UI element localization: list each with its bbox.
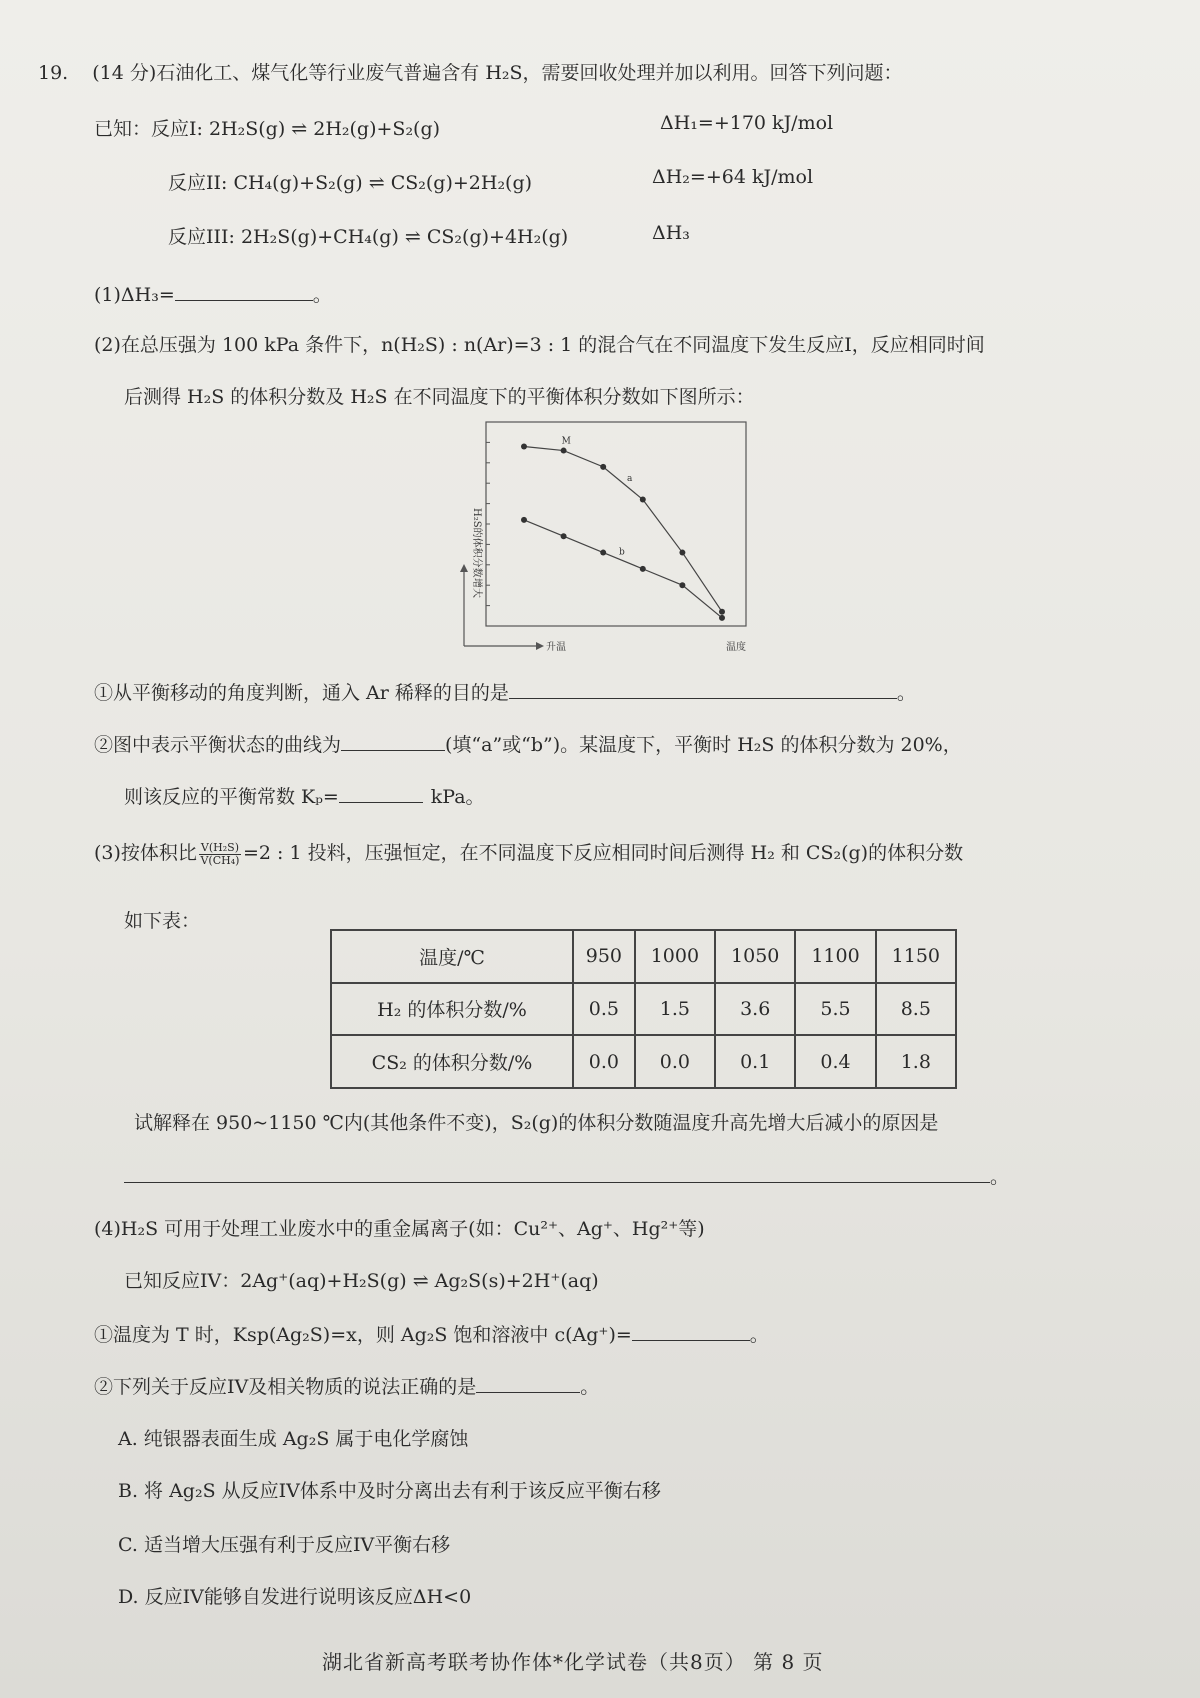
part-3-explain-blank-row bbox=[124, 1162, 1009, 1189]
part-4-q2 bbox=[94, 1372, 599, 1399]
part-2-line-1: (2)在总压强为 100 kPa 条件下，n(H₂S) : n(Ar)=3 : 1 的混合气在不同温度下发生反应I，反应相同时间 bbox=[94, 334, 985, 356]
table-cell: 1100 bbox=[795, 930, 875, 983]
series-line-a bbox=[524, 446, 722, 611]
option-c: C. 适当增大压强有利于反应IV平衡右移 bbox=[118, 1534, 451, 1556]
part-2-kp-unit: kPa。 bbox=[430, 786, 485, 808]
answer-blank-curve[interactable] bbox=[341, 732, 445, 751]
part-2-kp-text: 则该反应的平衡常数 Kₚ= bbox=[124, 786, 339, 808]
series-point-a bbox=[521, 443, 527, 449]
part-3-text-a: (3)按体积比 bbox=[94, 842, 197, 864]
part-4-line-1: (4)H₂S 可用于处理工业废水中的重金属离子(如：Cu²⁺、Ag⁺、Hg²⁺等) bbox=[94, 1218, 705, 1240]
reaction-1-enthalpy: ΔH₁=+170 kJ/mol bbox=[660, 112, 834, 134]
y-axis-label-2: 增大 bbox=[471, 578, 482, 598]
part-2-q2 bbox=[94, 730, 962, 757]
part-2-q1 bbox=[94, 678, 916, 705]
part-3-line-2: 如下表： bbox=[124, 910, 201, 932]
part-4-q1-end: 。 bbox=[749, 1324, 769, 1346]
answer-blank-ag-concentration[interactable] bbox=[632, 1322, 750, 1341]
fraction-denominator: V(CH₄) bbox=[200, 853, 240, 867]
reaction-1-row bbox=[94, 114, 440, 141]
table-cell: 1.5 bbox=[635, 983, 715, 1036]
fraction-numerator: V(H₂S) bbox=[200, 840, 239, 854]
y-axis-label: H₂S的体积分数 bbox=[471, 508, 482, 578]
part-4-q2-end: 。 bbox=[580, 1376, 600, 1398]
table-row bbox=[331, 983, 956, 1036]
series-point-a bbox=[719, 609, 725, 615]
table-cell: 0.4 bbox=[795, 1035, 875, 1088]
page-footer: 湖北省新高考联考协作体*化学试卷（共8页） 第 8 页 bbox=[322, 1650, 824, 1674]
series-point-b bbox=[600, 550, 606, 556]
option-b: B. 将 Ag₂S 从反应IV体系中及时分离出去有利于该反应平衡右移 bbox=[118, 1480, 661, 1502]
part-1-end: 。 bbox=[312, 284, 332, 306]
answer-blank-ar-purpose[interactable] bbox=[509, 680, 897, 699]
table-row bbox=[331, 930, 956, 983]
x-arrow-head bbox=[536, 642, 544, 650]
x-axis-label: 升温 bbox=[546, 642, 566, 653]
x-axis-label-2: 温度 bbox=[726, 642, 746, 653]
answer-blank-dh3[interactable] bbox=[175, 282, 313, 301]
table-cell: CS₂ 的体积分数/% bbox=[331, 1035, 573, 1088]
part-3-text-b: =2 : 1 投料，压强恒定，在不同温度下反应相同时间后测得 H₂ 和 CS₂(g)的体积分数 bbox=[243, 842, 964, 864]
table-cell: 0.1 bbox=[715, 1035, 795, 1088]
table-cell: 1000 bbox=[635, 930, 715, 983]
part-2-q2-kp bbox=[124, 782, 485, 809]
option-d: D. 反应IV能够自发进行说明该反应ΔH<0 bbox=[118, 1586, 472, 1608]
series-point-b bbox=[719, 615, 725, 621]
part-1 bbox=[94, 280, 332, 307]
part-2-line-2: 后测得 H₂S 的体积分数及 H₂S 在不同温度下的平衡体积分数如下图所示： bbox=[124, 386, 755, 408]
table-cell: 950 bbox=[573, 930, 635, 983]
part-2-q1-text: ①从平衡移动的角度判断，通入 Ar 稀释的目的是 bbox=[94, 682, 509, 704]
answer-blank-kp[interactable] bbox=[339, 784, 423, 803]
series-point-b bbox=[521, 517, 527, 523]
temperature-data-table bbox=[330, 929, 957, 1089]
part-4-q1 bbox=[94, 1320, 769, 1347]
part-1-label: (1)ΔH₃= bbox=[94, 284, 175, 306]
table-cell: 3.6 bbox=[715, 983, 795, 1036]
series-point-a bbox=[640, 497, 646, 503]
table-cell: 1050 bbox=[715, 930, 795, 983]
volume-ratio-fraction bbox=[199, 842, 241, 867]
reaction-1: 反应I: 2H₂S(g) ⇌ 2H₂(g)+S₂(g) bbox=[151, 118, 441, 140]
table-cell: 0.5 bbox=[573, 983, 635, 1036]
table-cell: 1150 bbox=[876, 930, 956, 983]
part-2-q2-text-b: (填“a”或“b”)。某温度下，平衡时 H₂S 的体积分数为 20%， bbox=[445, 734, 962, 756]
series-point-a bbox=[561, 448, 567, 454]
question-number: 19. bbox=[38, 62, 69, 84]
part-3-explain-end: 。 bbox=[990, 1166, 1010, 1188]
series-point-b bbox=[561, 533, 567, 539]
question-intro: (14 分)石油化工、煤气化等行业废气普遍含有 H₂S，需要回收处理并加以利用。回答下列问题： bbox=[92, 62, 903, 84]
part-2-q1-end: 。 bbox=[896, 682, 916, 704]
question-header bbox=[38, 58, 903, 85]
table-cell: 0.0 bbox=[573, 1035, 635, 1088]
label-b: b bbox=[619, 547, 625, 558]
reaction-3-enthalpy: ΔH₃ bbox=[652, 222, 690, 244]
table-cell: 5.5 bbox=[795, 983, 875, 1036]
part-4-q2-text: ②下列关于反应IV及相关物质的说法正确的是 bbox=[94, 1376, 477, 1398]
label-a: a bbox=[627, 474, 633, 485]
part-3-explain: 试解释在 950~1150 ℃内(其他条件不变)，S₂(g)的体积分数随温度升高先增大后减小的原因是 bbox=[134, 1112, 939, 1134]
part-4-q1-text: ①温度为 T 时，Ksp(Ag₂S)=x，则 Ag₂S 饱和溶液中 c(Ag⁺)= bbox=[94, 1324, 632, 1346]
part-4-line-2: 已知反应IV：2Ag⁺(aq)+H₂S(g) ⇌ Ag₂S(s)+2H⁺(aq) bbox=[124, 1270, 599, 1292]
series-point-b bbox=[640, 566, 646, 572]
table-cell: 0.0 bbox=[635, 1035, 715, 1088]
known-label: 已知： bbox=[94, 118, 152, 140]
table-cell: 温度/℃ bbox=[331, 930, 573, 983]
y-arrow-head bbox=[460, 564, 468, 572]
series-point-a bbox=[679, 550, 685, 556]
part-3-line-1 bbox=[94, 838, 963, 867]
reaction-3: 反应III: 2H₂S(g)+CH₄(g) ⇌ CS₂(g)+4H₂(g) bbox=[168, 226, 569, 248]
series-line-b bbox=[524, 520, 722, 618]
series-point-a bbox=[600, 464, 606, 470]
label-m: M bbox=[561, 436, 571, 447]
option-a: A. 纯银器表面生成 Ag₂S 属于电化学腐蚀 bbox=[118, 1428, 469, 1450]
reaction-2-enthalpy: ΔH₂=+64 kJ/mol bbox=[652, 166, 814, 188]
series-point-b bbox=[679, 582, 685, 588]
part-2-q2-text: ②图中表示平衡状态的曲线为 bbox=[94, 734, 342, 756]
answer-blank-correct-options[interactable] bbox=[476, 1374, 580, 1393]
answer-blank-explain[interactable] bbox=[124, 1164, 990, 1183]
reaction-2: 反应II: CH₄(g)+S₂(g) ⇌ CS₂(g)+2H₂(g) bbox=[168, 172, 533, 194]
table-row bbox=[331, 1035, 956, 1088]
h2s-fraction-chart bbox=[450, 418, 760, 658]
plot-frame bbox=[486, 422, 746, 626]
table-cell: 1.8 bbox=[876, 1035, 956, 1088]
table-cell: 8.5 bbox=[876, 983, 956, 1036]
table-cell: H₂ 的体积分数/% bbox=[331, 983, 573, 1036]
